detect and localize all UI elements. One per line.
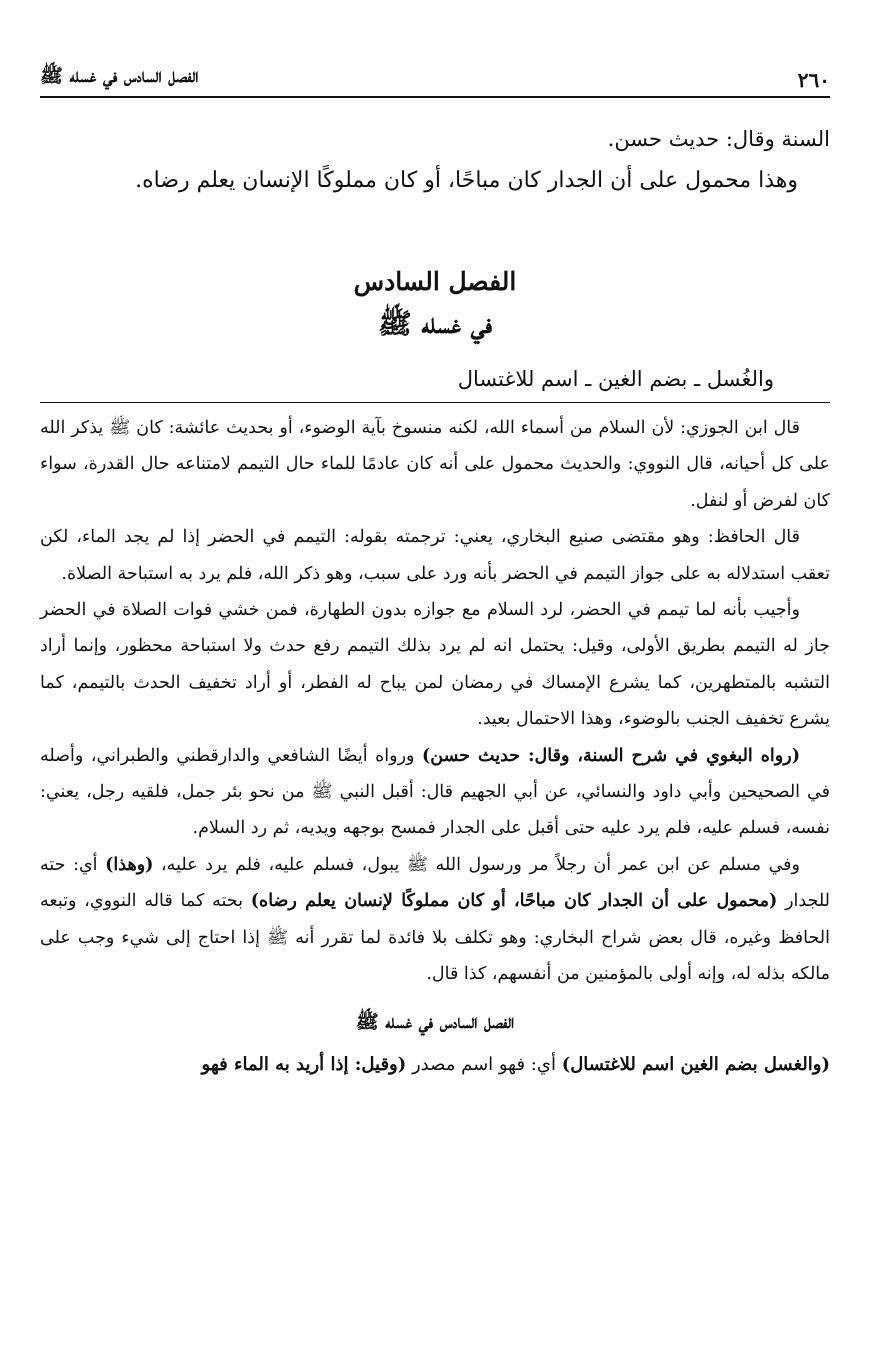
commentary-text: أي: حته للجدار — [40, 854, 830, 912]
page-header — [40, 58, 830, 92]
commentary-paragraph — [40, 738, 830, 847]
quoted-text: (والغسل بضم الغين اسم للاغتسال) — [561, 1053, 830, 1075]
chapter-subtitle: في غسله ﷺ — [378, 307, 492, 340]
chapter-heading — [40, 262, 830, 346]
chapter-title: الفصل السادس — [353, 267, 517, 296]
commentary-text: أي: فهو اسم مصدر — [406, 1053, 562, 1075]
top-text-block — [40, 118, 830, 202]
main-divider — [40, 402, 830, 403]
top-text-line: السنة وقال: حديث حسن. — [607, 127, 830, 151]
commentary-text: بحته كما قاله النووي، وتبعه الحافظ وغيره، قال بعض شراح البخاري: وهو تكلف بلا فائدة لما تقرر أنه ﷺ إذا احتاج إلى شيء وجب على مالكه بذله له، وإنه أولى بالمؤمنين من أنفسهم، كذا قال. — [40, 891, 830, 985]
commentary-paragraph: قال ابن الجوزي: لأن السلام من أسماء الله، لكنه منسوخ بآية الوضوء، أو بحديث عائشة: كان ﷺ يذكر الله على كل أحيانه، قال النووي: والحديث محمول على أنه كان عادمًا للماء حال التيمم لامتناعه حال القدرة، سواء كان لفرض أو لنفل. — [40, 418, 830, 511]
top-text-paragraph: وهذا محمول على أن الجدار كان مباحًا، أو كان مملوكًا الإنسان يعلم رضاه. — [135, 168, 798, 193]
commentary-text: ورواه أيضًا الشافعي والدارقطني والطبراني، وأصله في الصحيحين وأبي داود والنسائي، عن أبي الجهيم قال: أقبل النبي ﷺ من نحو بئر جمل، فلقيه رجل، يعني: نفسه، فسلم عليه، فلم يرد عليه حتى أقبل على الجدار فمسح بوجهه ويديه، ثم رد السلام. — [40, 745, 830, 839]
page-number: ٢٦٠ — [797, 68, 830, 92]
commentary-paragraph: قال الحافظ: وهو مقتضى صنيع البخاري، يعني: ترجمته بقوله: التيمم في الحضر إذا لم يجد الماء، لكن تعقب استدلاله به على جواز التيمم في الحضر بأنه ورد على سبب، وهو ذكر الله، فلم يرد به استباحة الصلاة. — [40, 527, 830, 584]
commentary-paragraph: وأجيب بأنه لما تيمم في الحضر، لرد السلام مع جوازه بدون الطهارة، فمن خشي فوات الصلاة في الحضر جاز له التيمم بطريق الأولى، وقيل: يحتمل انه لم يرد بذلك التيمم رفع حدث ولا استباحة محظور، وإنما أراد التشبه بالمتطهرين، كما يشرع الإمساك في رمضان لمن يباح له الفطر، أو أراد تخفيف الحدث بالتيمم، كما يشرع تخفيف الجنب بالوضوء، وهذا الاحتمال بعيد. — [40, 600, 830, 730]
running-title: الفصل السادس في غسله ﷺ — [40, 65, 199, 87]
quoted-text: (وقيل: إذا أريد به الماء فهو — [201, 1053, 407, 1075]
commentary-block — [40, 410, 830, 1083]
commentary-last-line — [40, 1047, 830, 1083]
commentary-paragraph — [40, 847, 830, 993]
quoted-text: (وهذا) — [105, 854, 154, 875]
definition-line: والغُسل ـ بضم الغين ـ اسم للاغتسال — [457, 367, 774, 391]
quoted-text: (رواه البغوي في شرح السنة، وقال: حديث حسن) — [421, 745, 800, 766]
header-divider — [40, 96, 830, 98]
quoted-text: (محمول على أن الجدار كان مباحًا، أو كان مملوكًا لإنسان يعلم رضاه) — [250, 891, 778, 912]
section-subheading: الفصل السادس في غسله ﷺ — [355, 1010, 515, 1033]
commentary-text: وفي مسلم عن ابن عمر أن رجلاً مر ورسول الله ﷺ يبول، فسلم عليه، فلم يرد عليه، — [153, 854, 800, 875]
